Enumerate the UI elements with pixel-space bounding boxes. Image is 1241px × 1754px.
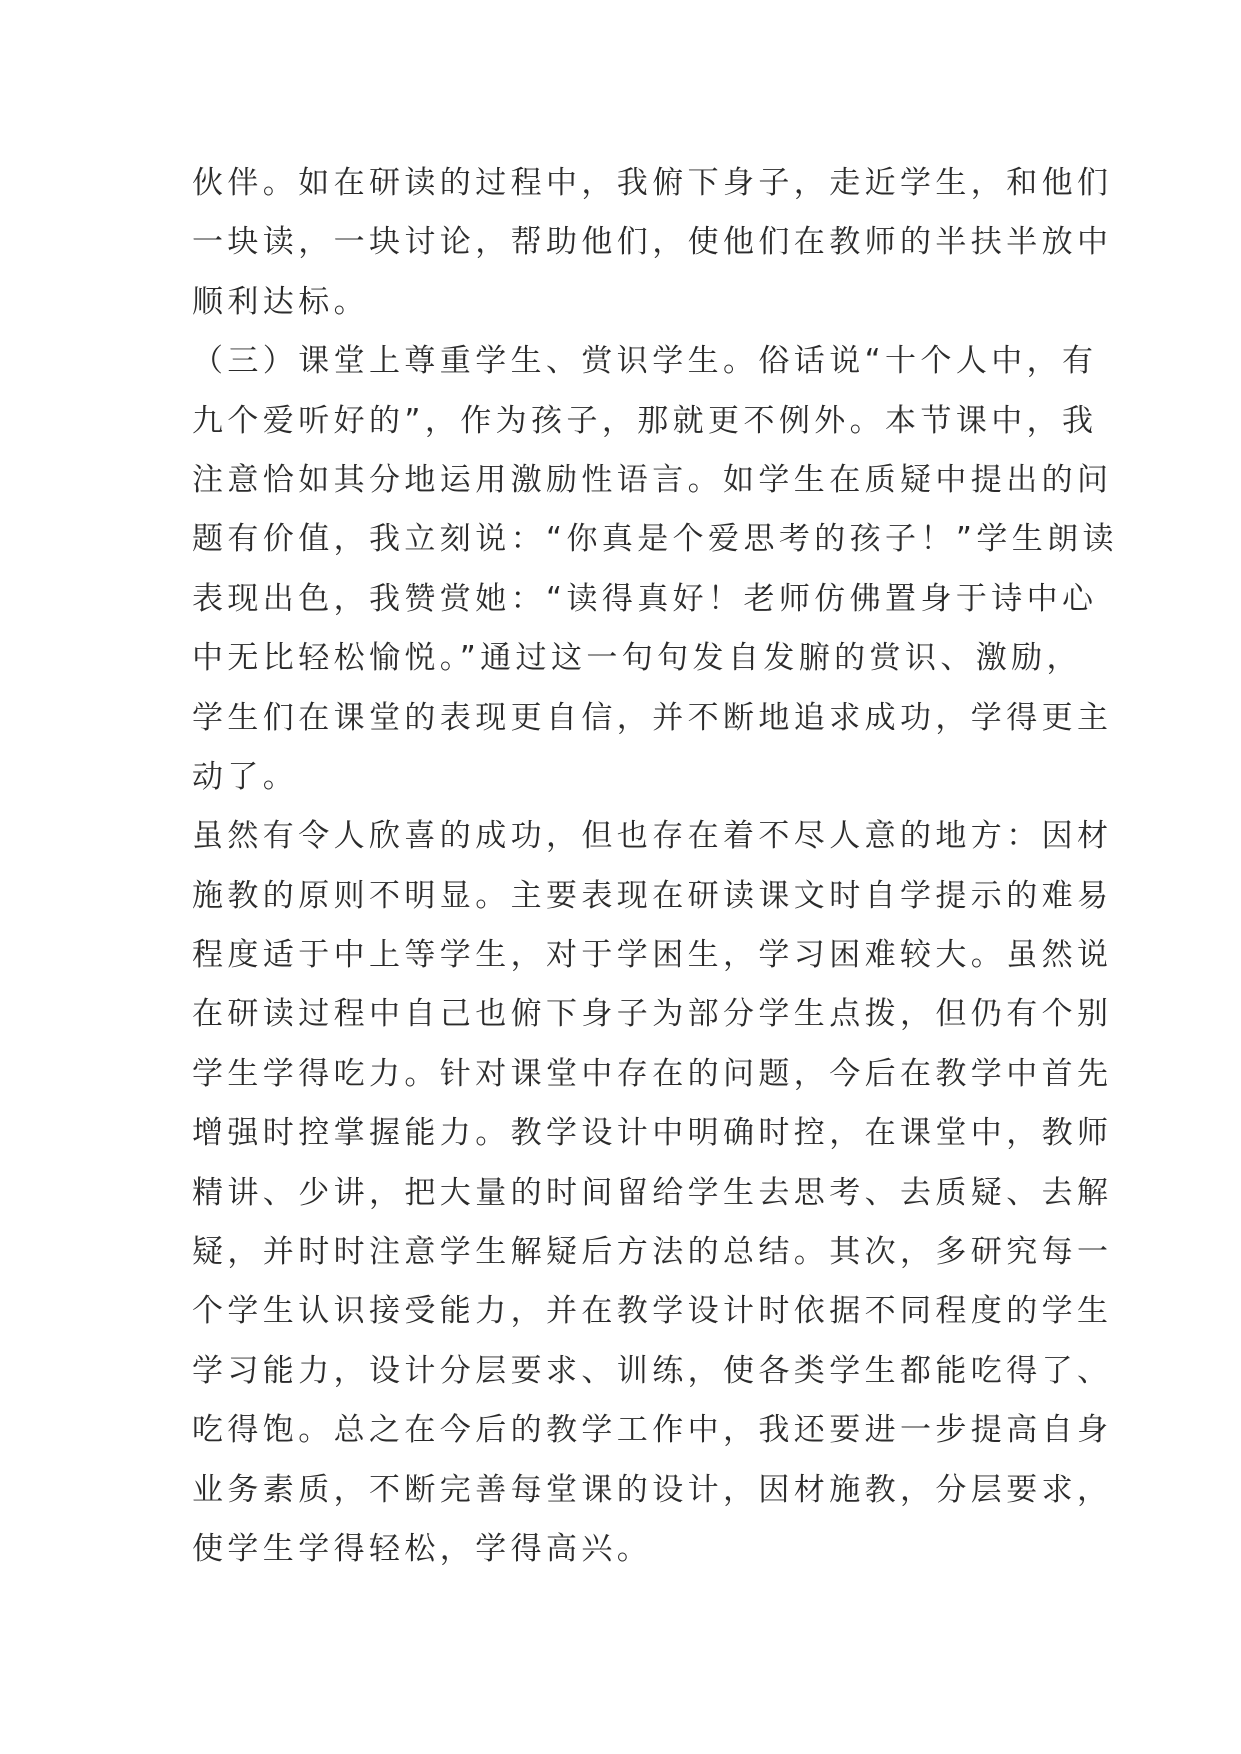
text-line: 学习能力，设计分层要求、训练，使各类学生都能吃得了、 bbox=[192, 1352, 1113, 1389]
text-line: 增强时控掌握能力。教学设计中明确时控，在课堂中，教师 bbox=[192, 1115, 1113, 1152]
text-line: 动了。 bbox=[192, 758, 299, 795]
text-line: 题有价值，我立刻说：“你真是个爱思考的孩子！”学生朗读 bbox=[192, 521, 1118, 558]
text-line: （三）课堂上尊重学生、赏识学生。俗话说“十个人中，有 bbox=[192, 343, 1098, 380]
text-line: 表现出色，我赞赏她：“读得真好！老师仿佛置身于诗中心 bbox=[192, 580, 1098, 617]
text-line: 虽然有令人欣喜的成功，但也存在着不尽人意的地方：因材 bbox=[192, 818, 1113, 855]
text-line: 一块读，一块讨论，帮助他们，使他们在教师的半扶半放中 bbox=[192, 224, 1113, 261]
text-line: 学生们在课堂的表现更自信，并不断地追求成功，学得更主 bbox=[192, 699, 1113, 736]
text-line: 疑，并时时注意学生解疑后方法的总结。其次，多研究每一 bbox=[192, 1234, 1113, 1271]
text-line: 中无比轻松愉悦。”通过这一句句发自发腑的赏识、激励， bbox=[192, 640, 1082, 677]
text-line: 九个爱听好的”，作为孩子，那就更不例外。本节课中，我 bbox=[192, 402, 1098, 439]
text-line: 业务素质，不断完善每堂课的设计，因材施教，分层要求， bbox=[192, 1471, 1113, 1508]
text-line: 注意恰如其分地运用激励性语言。如学生在质疑中提出的问 bbox=[192, 461, 1113, 498]
text-line: 个学生认识接受能力，并在教学设计时依据不同程度的学生 bbox=[192, 1293, 1113, 1330]
text-line: 在研读过程中自己也俯下身子为部分学生点拨，但仍有个别 bbox=[192, 996, 1113, 1033]
text-line: 伙伴。如在研读的过程中，我俯下身子，走近学生，和他们 bbox=[192, 165, 1113, 201]
body-text bbox=[192, 154, 1118, 1579]
text-line: 精讲、少讲，把大量的时间留给学生去思考、去质疑、去解 bbox=[192, 1174, 1113, 1211]
text-line: 施教的原则不明显。主要表现在研读课文时自学提示的难易 bbox=[192, 877, 1113, 914]
text-line: 程度适于中上等学生，对于学困生，学习困难较大。虽然说 bbox=[192, 937, 1113, 974]
text-line: 吃得饱。总之在今后的教学工作中，我还要进一步提高自身 bbox=[192, 1412, 1113, 1449]
text-line: 学生学得吃力。针对课堂中存在的问题，今后在教学中首先 bbox=[192, 1055, 1113, 1092]
text-line: 顺利达标。 bbox=[192, 283, 369, 320]
text-line: 使学生学得轻松，学得高兴。 bbox=[192, 1530, 653, 1567]
